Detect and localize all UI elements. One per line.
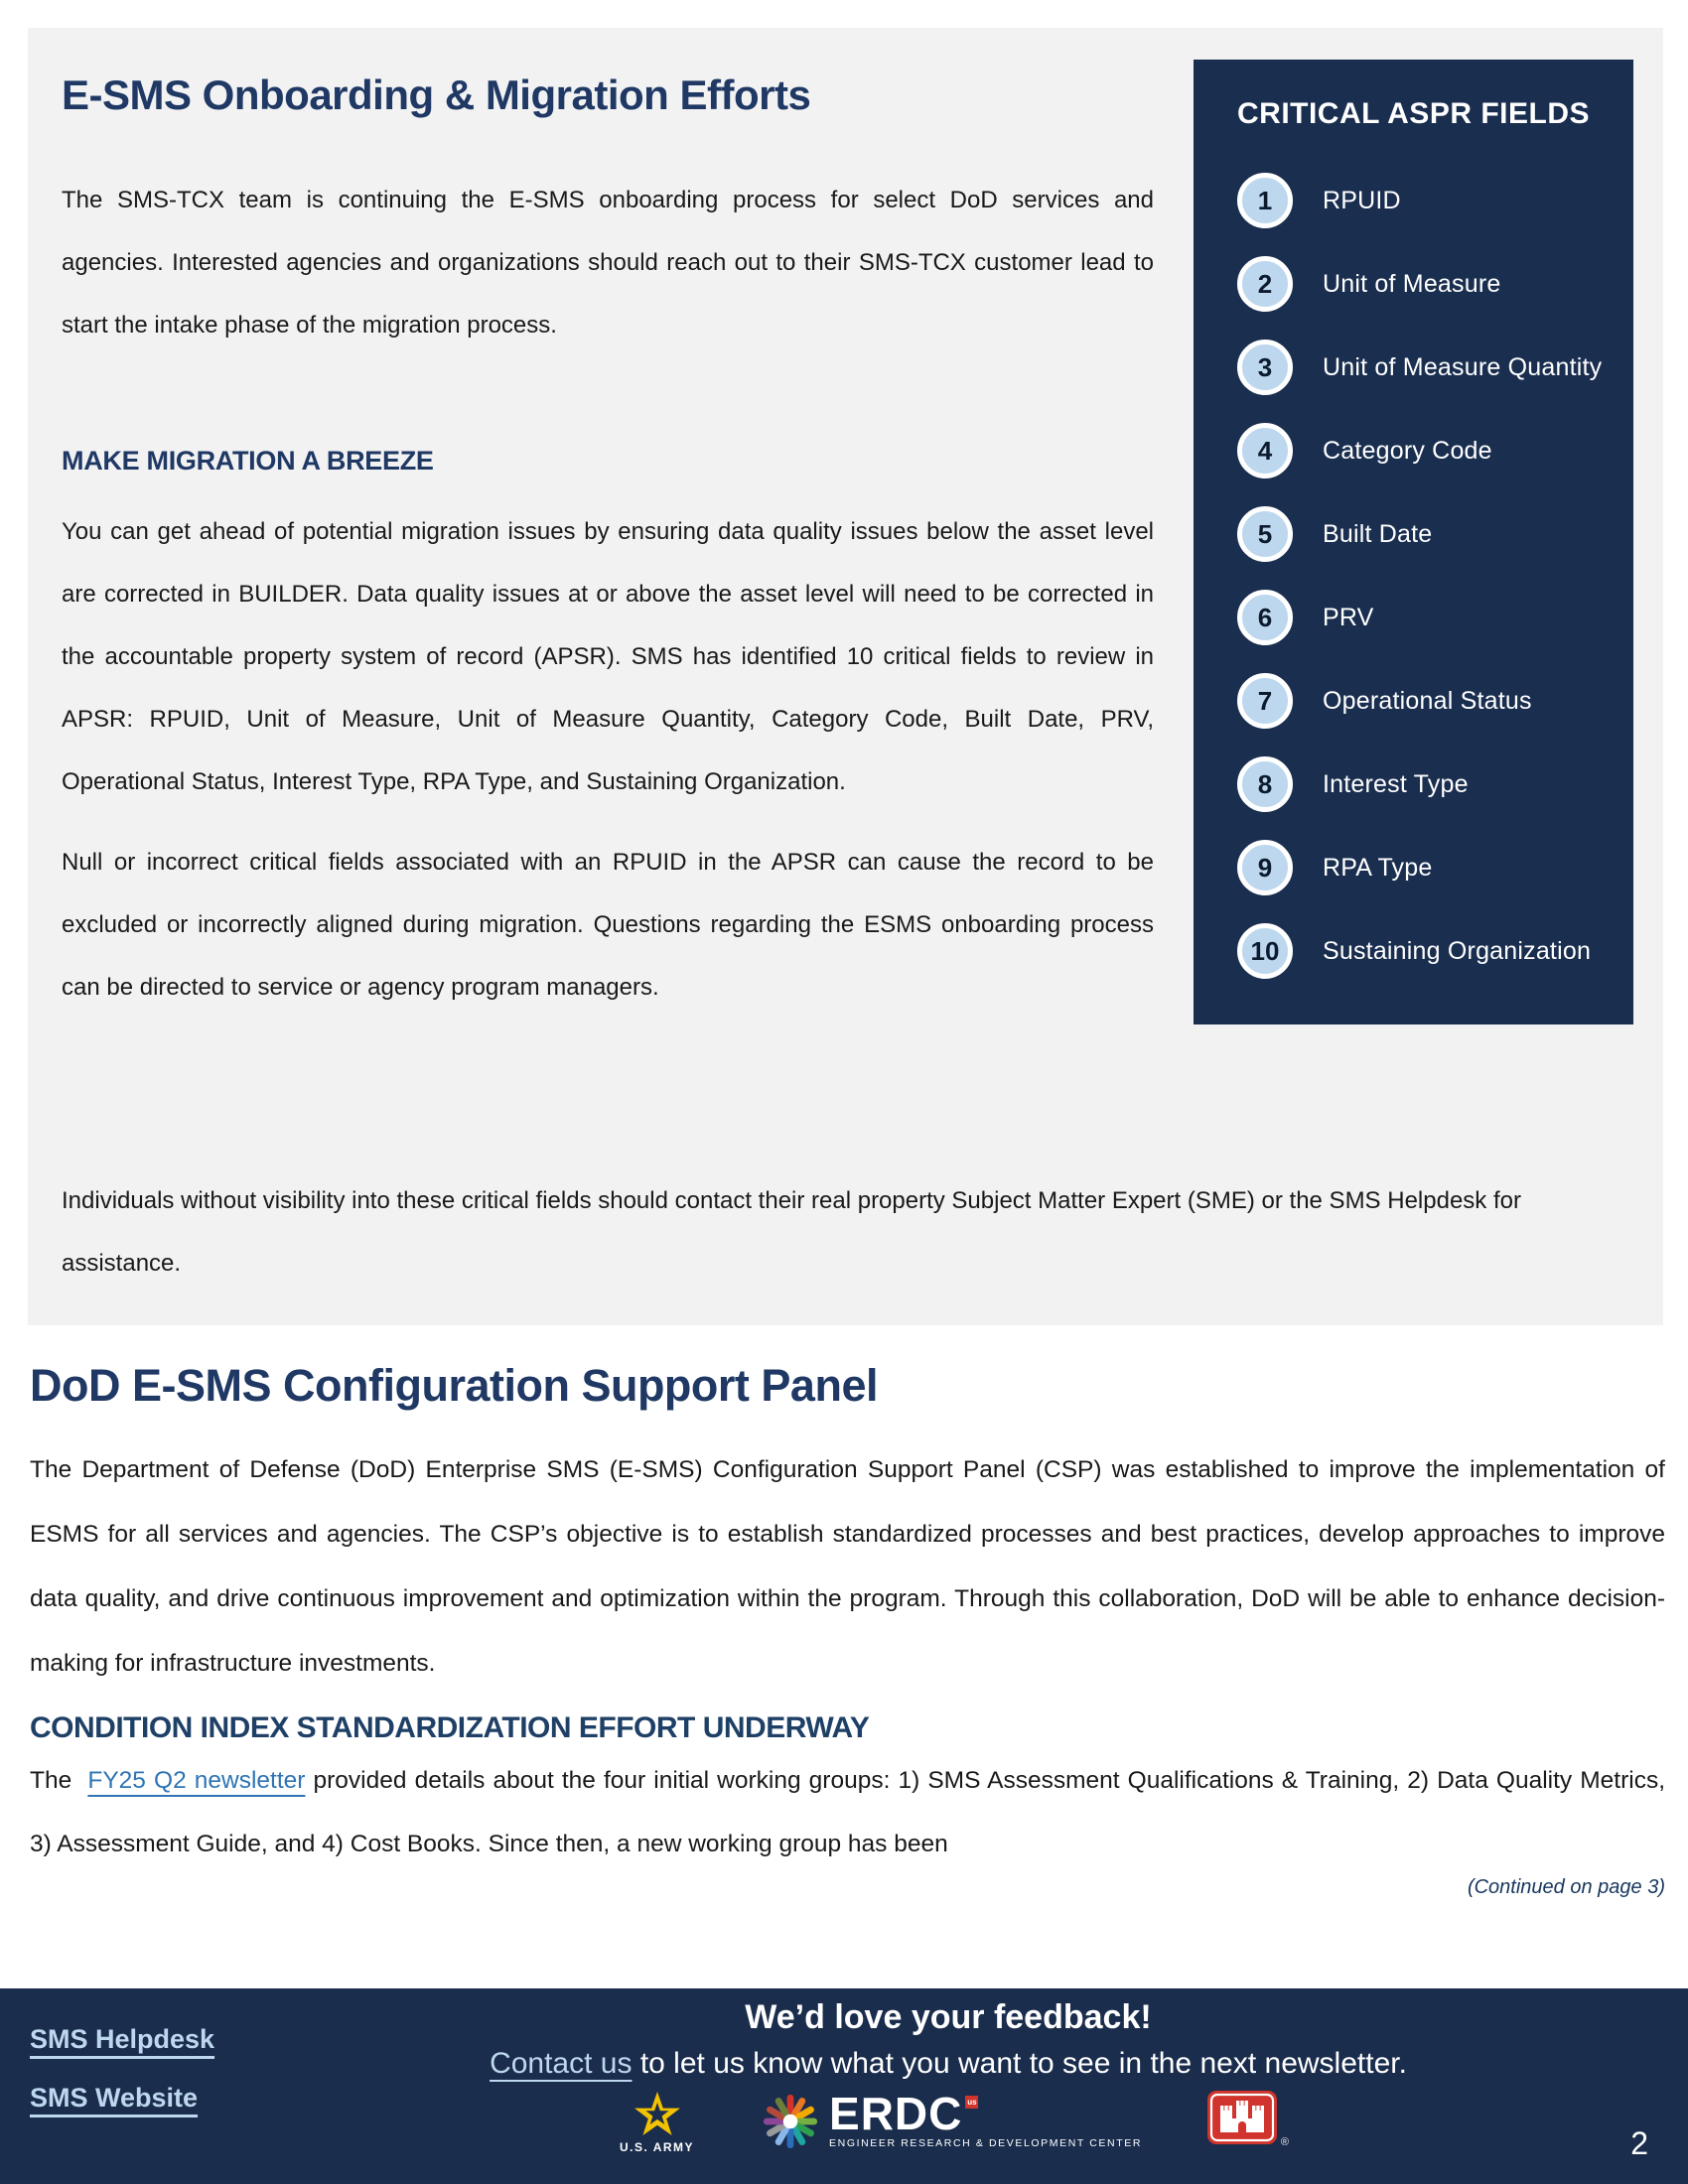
contact-us-link[interactable]: Contact us	[490, 2047, 633, 2080]
sms-helpdesk-link[interactable]: SMS Helpdesk	[30, 2024, 215, 2054]
critical-aspr-item	[1237, 756, 1633, 812]
field-number-badge: 4	[1237, 423, 1293, 478]
field-label: Unit of Measure	[1323, 269, 1501, 298]
sme-contact-paragraph: Individuals without visibility into these critical fields should contact their real property Subject Matter Expert (SME) or the SMS Helpdesk for assistance.	[62, 1187, 1521, 1277]
sms-website-link[interactable]: SMS Website	[30, 2083, 199, 2113]
field-number-badge: 5	[1237, 506, 1293, 562]
erdc-us-badge: us	[967, 2097, 977, 2107]
critical-aspr-panel	[1194, 60, 1633, 1024]
footer-feedback	[343, 1988, 1554, 2184]
army-star-icon	[633, 2091, 681, 2138]
footer-logos	[343, 2087, 1554, 2154]
field-label: RPUID	[1323, 186, 1401, 214]
footer-links	[0, 1988, 343, 2184]
critical-aspr-panel-title: CRITICAL ASPR FIELDS	[1236, 97, 1590, 130]
article-main-column	[62, 64, 1154, 1019]
field-label: RPA Type	[1323, 853, 1433, 882]
article-title: E-SMS Onboarding & Migration Efforts	[62, 71, 811, 118]
field-label: Interest Type	[1323, 769, 1469, 798]
critical-aspr-item	[1237, 256, 1633, 312]
field-label: Category Code	[1323, 436, 1492, 465]
erdc-text	[829, 2087, 1143, 2150]
critical-aspr-item	[1237, 923, 1633, 979]
fy25-q2-newsletter-link[interactable]: FY25 Q2 newsletter	[87, 1767, 306, 1794]
page-number: 2	[1630, 2125, 1648, 2161]
feedback-title: We’d love your feedback!	[745, 1998, 1152, 2036]
condition-index-paragraph	[30, 1749, 1665, 1876]
field-number-badge: 2	[1237, 256, 1293, 312]
castle-registered-mark: ®	[1280, 2136, 1290, 2148]
erdc-subtitle: ENGINEER RESEARCH & DEVELOPMENT CENTER	[829, 2137, 1143, 2150]
field-number-badge: 8	[1237, 756, 1293, 812]
critical-aspr-item	[1237, 173, 1633, 228]
continued-note: (Continued on page 3)	[1467, 1876, 1665, 1898]
esms-onboarding-article	[28, 28, 1663, 1325]
field-number-badge: 10	[1237, 923, 1293, 979]
field-label: PRV	[1323, 603, 1374, 631]
castle-icon	[1207, 2091, 1277, 2144]
csp-title: DoD E-SMS Configuration Support Panel	[30, 1360, 878, 1411]
us-army-logo	[620, 2091, 694, 2154]
feedback-rest: to let us know what you want to see in the next newsletter.	[632, 2047, 1407, 2080]
critical-aspr-item	[1237, 590, 1633, 645]
critical-aspr-item	[1237, 423, 1633, 478]
csp-article	[30, 1360, 1665, 1899]
paragraph-prefix: The	[30, 1767, 72, 1794]
page-footer	[0, 1988, 1688, 2184]
paragraph-suffix: provided details about the four initial working groups: 1) SMS Assessment Qualifications & Training, 2) Data Quality Metrics, 3) Assessment Guide, and 4) Cost Books. Since then, a new working group has been	[30, 1767, 1665, 1857]
article-intro-paragraph: The SMS-TCX team is continuing the E-SMS onboarding process for select DoD services and agencies. Interested agencies and organizations should reach out to their SMS-TCX customer lead to start the intake phase of the migration process.	[62, 187, 1154, 339]
csp-paragraph: The Department of Defense (DoD) Enterprise SMS (E-SMS) Configuration Support Panel (CSP) was established to improve the implementation of ESMS for all services and agencies. The CSP’s objective is to establish standardized processes and best practices, develop approaches to improve data quality, and drive continuous improvement and optimization within the program. Through this collaboration, DoD will be able to enhance decision-making for infrastructure investments.	[30, 1456, 1665, 1677]
critical-aspr-list	[1194, 173, 1633, 979]
condition-index-heading: CONDITION INDEX STANDARDIZATION EFFORT UNDERWAY	[30, 1711, 870, 1744]
field-label: Sustaining Organization	[1323, 936, 1592, 965]
field-number-badge: 9	[1237, 840, 1293, 895]
field-label: Built Date	[1323, 519, 1433, 548]
field-label: Unit of Measure Quantity	[1323, 352, 1603, 381]
field-label: Operational Status	[1323, 686, 1532, 715]
critical-aspr-item	[1237, 673, 1633, 729]
field-number-badge: 1	[1237, 173, 1293, 228]
field-number-badge: 3	[1237, 340, 1293, 395]
field-number-badge: 6	[1237, 590, 1293, 645]
erdc-pinwheel-icon	[760, 2091, 821, 2152]
army-label: U.S. ARMY	[619, 2140, 695, 2154]
migration-paragraph-2: Null or incorrect critical fields associated with an RPUID in the APSR can cause the record to be excluded or incorrectly aligned during migration. Questions regarding the ESMS onboarding process can be directed to service or agency program managers.	[62, 849, 1154, 1001]
critical-aspr-item	[1237, 840, 1633, 895]
make-migration-heading: MAKE MIGRATION A BREEZE	[62, 446, 434, 476]
critical-aspr-item	[1237, 340, 1633, 395]
feedback-line	[343, 2047, 1554, 2081]
critical-aspr-item	[1237, 506, 1633, 562]
field-number-badge: 7	[1237, 673, 1293, 729]
erdc-logo	[760, 2087, 1143, 2152]
erdc-wordmark: ERDC	[829, 2087, 963, 2139]
usace-castle-logo	[1207, 2091, 1290, 2148]
migration-paragraph-1: You can get ahead of potential migration issues by ensuring data quality issues below the asset level are corrected in BUILDER. Data quality issues at or above the asset level will need to be corrected in the accountable property system of record (APSR). SMS has identified 10 critical fields to review in APSR: RPUID, Unit of Measure, Unit of Measure Quantity, Category Code, Built Date, PRV, Operational Status, Interest Type, RPA Type, and Sustaining Organization.	[62, 518, 1154, 795]
